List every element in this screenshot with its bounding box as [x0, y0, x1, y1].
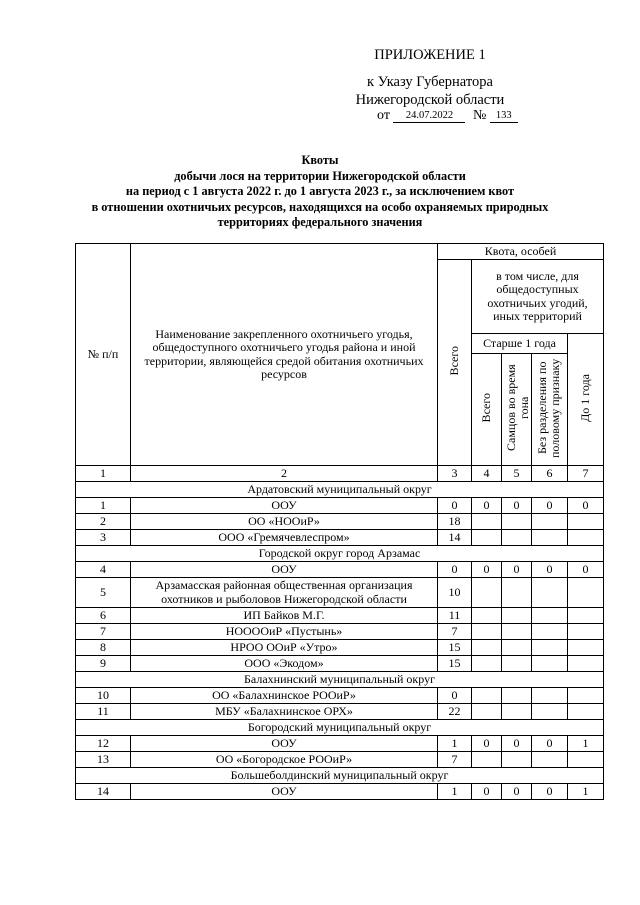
row-over1-total: 0: [472, 562, 502, 578]
col-header-incl: в том числе, для общедоступных охотничьих угодий, иных территорий: [472, 260, 604, 334]
row-name: ООУ: [131, 498, 438, 514]
row-under1: 1: [568, 736, 604, 752]
table-row: [76, 752, 604, 768]
row-name: ОО «Богородское РООиР»: [131, 752, 438, 768]
row-nosex: 0: [532, 562, 568, 578]
row-name: МБУ «Балахнинское ОРХ»: [131, 704, 438, 720]
row-over1-total: 0: [472, 784, 502, 800]
row-number: 12: [76, 736, 131, 752]
quota-table: [75, 243, 604, 800]
title-line-4: в отношении охотничьих ресурсов, находящихся на особо охраняемых природных: [91, 199, 549, 214]
row-number: 4: [76, 562, 131, 578]
row-over1-total: [472, 752, 502, 768]
row-number: 5: [76, 578, 131, 608]
row-nosex: 0: [532, 736, 568, 752]
table-row: [76, 688, 604, 704]
row-number: 13: [76, 752, 131, 768]
col-header-nosex-cell: [532, 354, 568, 466]
row-males: [502, 752, 532, 768]
col-header-nosex: Без разделения по половому признаку: [534, 358, 562, 458]
row-total: 10: [438, 578, 472, 608]
row-number: 3: [76, 530, 131, 546]
row-under1: [568, 704, 604, 720]
col-number: 5: [502, 466, 532, 482]
row-over1-total: [472, 608, 502, 624]
row-males: [502, 624, 532, 640]
table-row: [76, 656, 604, 672]
row-under1: [568, 608, 604, 624]
row-over1-total: [472, 514, 502, 530]
row-name: ООО «Экодом»: [131, 656, 438, 672]
row-total: 15: [438, 656, 472, 672]
section-title: Большеболдинский муниципальный округ: [76, 768, 604, 784]
row-number: 8: [76, 640, 131, 656]
row-over1-total: 0: [472, 736, 502, 752]
section-title: Городской округ город Арзамас: [76, 546, 604, 562]
section-title: Балахнинский муниципальный округ: [76, 672, 604, 688]
table-row: [76, 640, 604, 656]
row-males: [502, 704, 532, 720]
decree-number: 133: [490, 110, 518, 123]
row-over1-total: [472, 688, 502, 704]
decree-date-line: [377, 108, 518, 124]
row-number: 9: [76, 656, 131, 672]
row-nosex: [532, 688, 568, 704]
row-males: [502, 578, 532, 608]
row-name: ООУ: [131, 562, 438, 578]
title-line-2: добычи лося на территории Нижегородской области: [174, 168, 466, 183]
row-total: 0: [438, 562, 472, 578]
appendix-title: ПРИЛОЖЕНИЕ 1: [374, 47, 486, 63]
row-over1-total: [472, 704, 502, 720]
col-header-under1-cell: [568, 334, 604, 466]
row-males: 0: [502, 784, 532, 800]
section-row: [76, 672, 604, 688]
row-name: ОО «Балахнинское РООиР»: [131, 688, 438, 704]
title-line-3: на период с 1 августа 2022 г. до 1 августа 2023 г., за исключением квот: [125, 184, 515, 198]
title-line-1: Квоты: [301, 153, 339, 167]
table-row: [76, 608, 604, 624]
section-row: [76, 768, 604, 784]
col-header-over1-total: Всего: [479, 393, 493, 423]
row-number: 7: [76, 624, 131, 640]
row-total: 1: [438, 784, 472, 800]
row-number: 11: [76, 704, 131, 720]
title-line-5: территориях федерального значения: [217, 215, 423, 229]
row-males: 0: [502, 562, 532, 578]
table-row: [76, 530, 604, 546]
row-over1-total: 0: [472, 498, 502, 514]
row-males: [502, 530, 532, 546]
row-nosex: 0: [532, 498, 568, 514]
col-header-num: № п/п: [76, 244, 131, 466]
from-label: от: [377, 108, 390, 123]
row-total: 7: [438, 752, 472, 768]
row-males: [502, 514, 532, 530]
col-header-total-cell: [438, 260, 472, 466]
row-name: НРОО ООиР «Утро»: [131, 640, 438, 656]
row-under1: 0: [568, 562, 604, 578]
row-name: ООО «Гремячевлеспром»: [131, 530, 438, 546]
row-under1: [568, 656, 604, 672]
col-number: 1: [76, 466, 131, 482]
row-under1: [568, 578, 604, 608]
row-nosex: [532, 530, 568, 546]
section-row: [76, 482, 604, 498]
table-row: [76, 498, 604, 514]
col-header-name: Наименование закрепленного охотничьего угодья, общедоступного охотничьего угодья района и иной территории, являющейся средой обитания охотничьих ресурсов: [131, 244, 438, 466]
row-males: [502, 656, 532, 672]
row-name: ОО «НООиР»: [131, 514, 438, 530]
row-under1: 1: [568, 784, 604, 800]
row-nosex: 0: [532, 784, 568, 800]
col-header-quota: Квота, особей: [438, 244, 604, 260]
row-total: 1: [438, 736, 472, 752]
row-under1: [568, 514, 604, 530]
decree-date: 24.07.2022: [393, 110, 465, 123]
row-name: Арзамасская районная общественная организация охотников и рыболовов Нижегородской области: [131, 578, 438, 608]
section-row: [76, 546, 604, 562]
col-header-over1-total-cell: [472, 354, 502, 466]
row-under1: [568, 640, 604, 656]
number-label: №: [472, 108, 487, 123]
table-row: [76, 562, 604, 578]
row-under1: 0: [568, 498, 604, 514]
row-nosex: [532, 704, 568, 720]
col-number: 4: [472, 466, 502, 482]
row-number: 2: [76, 514, 131, 530]
row-name: ИП Байков М.Г.: [131, 608, 438, 624]
row-total: 14: [438, 530, 472, 546]
table-row: [76, 704, 604, 720]
document-title: [40, 153, 600, 231]
section-title: Ардатовский муниципальный округ: [76, 482, 604, 498]
row-name: ООУ: [131, 784, 438, 800]
col-number: 3: [438, 466, 472, 482]
col-header-under1: До 1 года: [578, 373, 593, 422]
table-row: [76, 736, 604, 752]
column-number-row: [76, 466, 604, 482]
row-name: ООУ: [131, 736, 438, 752]
section-title: Богородский муниципальный округ: [76, 720, 604, 736]
row-under1: [568, 688, 604, 704]
col-header-males-cell: [502, 354, 532, 466]
row-number: 14: [76, 784, 131, 800]
row-nosex: [532, 656, 568, 672]
row-over1-total: [472, 624, 502, 640]
table-row: [76, 514, 604, 530]
appendix-line-1: к Указу Губернатора: [367, 74, 493, 90]
row-over1-total: [472, 530, 502, 546]
row-nosex: [532, 752, 568, 768]
section-row: [76, 720, 604, 736]
table-row: [76, 578, 604, 608]
col-number: 7: [568, 466, 604, 482]
appendix-line-2: Нижегородской области: [355, 92, 505, 108]
row-number: 10: [76, 688, 131, 704]
table-row: [76, 784, 604, 800]
table-row: [76, 624, 604, 640]
row-males: [502, 640, 532, 656]
col-header-over1: Старше 1 года: [472, 334, 568, 354]
row-total: 0: [438, 498, 472, 514]
row-number: 1: [76, 498, 131, 514]
row-total: 22: [438, 704, 472, 720]
row-number: 6: [76, 608, 131, 624]
row-total: 15: [438, 640, 472, 656]
row-under1: [568, 624, 604, 640]
row-total: 11: [438, 608, 472, 624]
row-under1: [568, 752, 604, 768]
row-name: НООООиР «Пустынь»: [131, 624, 438, 640]
row-under1: [568, 530, 604, 546]
row-males: [502, 688, 532, 704]
row-males: 0: [502, 498, 532, 514]
col-header-males: Самцов во время гона: [504, 364, 531, 452]
row-total: 7: [438, 624, 472, 640]
row-nosex: [532, 608, 568, 624]
col-number: 2: [131, 466, 438, 482]
row-nosex: [532, 640, 568, 656]
row-over1-total: [472, 656, 502, 672]
row-nosex: [532, 578, 568, 608]
row-over1-total: [472, 578, 502, 608]
col-number: 6: [532, 466, 568, 482]
row-males: [502, 608, 532, 624]
row-total: 0: [438, 688, 472, 704]
row-over1-total: [472, 640, 502, 656]
col-header-total: Всего: [447, 346, 461, 376]
row-total: 18: [438, 514, 472, 530]
row-nosex: [532, 624, 568, 640]
row-males: 0: [502, 736, 532, 752]
row-nosex: [532, 514, 568, 530]
